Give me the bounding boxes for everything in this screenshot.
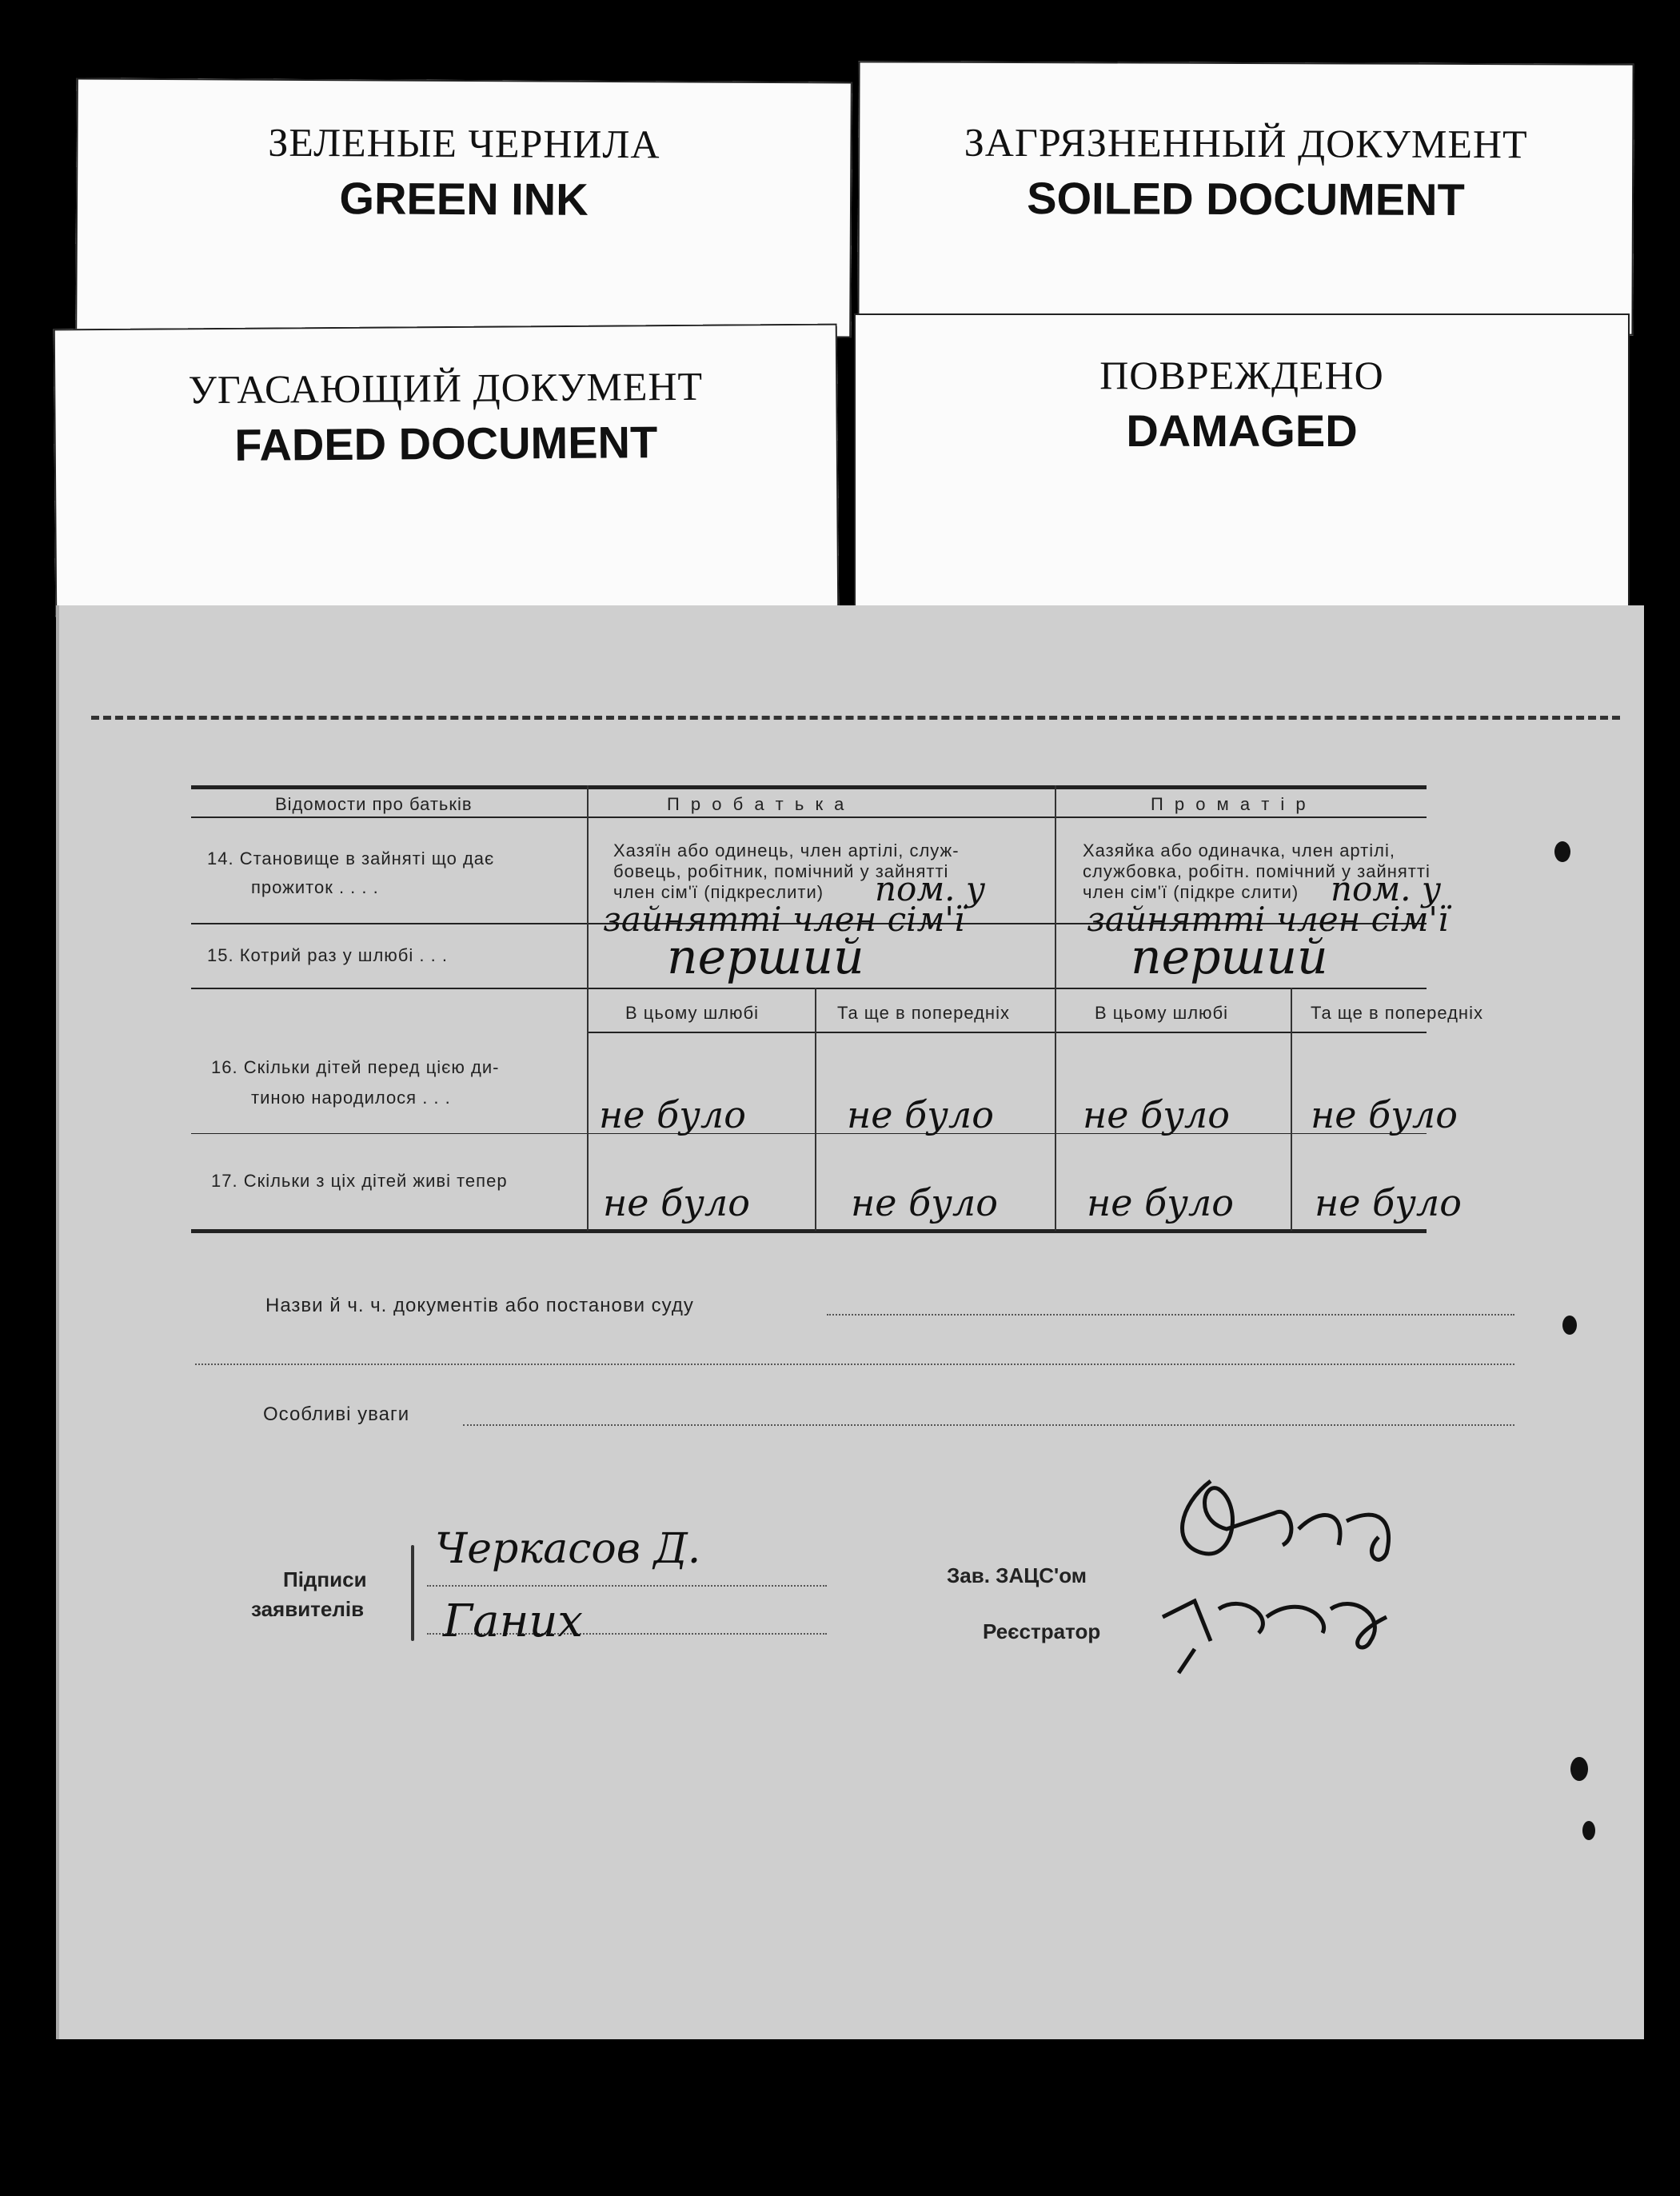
signatures-label: Підписи (283, 1567, 367, 1591)
card-en-text: FADED DOCUMENT (234, 417, 658, 470)
notes-label: Особливі уваги (263, 1403, 410, 1425)
table-rule (191, 988, 1427, 989)
header-father: П р о б а т ь к а (667, 794, 848, 814)
card-ru-text: ПОВРЕЖДЕНО (1099, 353, 1384, 397)
documents-line (827, 1314, 1514, 1316)
table-top-rule (191, 785, 1427, 789)
row17-mother-this: не було (1087, 1181, 1234, 1224)
row14-father-options: Хазяїн або одинець, член артілі, служ- (613, 840, 960, 860)
row17-father-this: не було (603, 1181, 750, 1224)
applicant-signature-2: Ганих (443, 1595, 583, 1647)
row14-father-options-3: член сім'ї (підкреслити) (613, 882, 824, 902)
official-signatures (1147, 1457, 1451, 1681)
row15-label: 15. Котрий раз у шлюбі . . . (207, 945, 448, 965)
row17-father-prev: не було (851, 1181, 998, 1224)
header-parents-info: Відомости про батьків (275, 794, 473, 814)
row15-father-handwriting: перший (667, 929, 864, 985)
card-ru-text: УГАСАЮЩИЙ ДОКУМЕНТ (188, 363, 704, 413)
card-en-text: GREEN INK (339, 173, 589, 225)
table-bottom-rule (191, 1229, 1427, 1233)
row17-mother-prev: не було (1315, 1181, 1462, 1224)
table-column-rule (1055, 785, 1056, 1231)
row17-label: 17. Скільки з ціх дітей живі тепер (211, 1171, 508, 1191)
row14-mother-options-3: член сім'ї (підкре слити) (1083, 882, 1299, 902)
stain (1570, 1757, 1588, 1781)
tear-off-dashed-line (91, 716, 1620, 720)
head-of-registry-label: Зав. ЗАЦС'ом (947, 1563, 1087, 1587)
documents-label: Назви й ч. ч. документів або постанови суду (265, 1295, 694, 1316)
table-column-rule (815, 988, 816, 1231)
row16-mother-this: не було (1083, 1093, 1230, 1136)
signatures-label-cont: заявителів (251, 1597, 365, 1621)
damaged-card (854, 313, 1630, 609)
faded-document-card (54, 324, 839, 617)
stain (1554, 841, 1570, 862)
row14-father-handwriting-2: зайнятті член сім'ї (603, 900, 965, 939)
row14-mother-handwriting: пом. у (1331, 869, 1442, 908)
row16-label: 16. Скільки дітей перед цією ди- (211, 1057, 500, 1077)
subheader-father-prev: Та ще в попередніх (837, 1003, 1010, 1023)
row14-father-options-2: бовець, робітник, помічний у зайнятті (613, 861, 949, 881)
table-column-rule (587, 785, 589, 1231)
applicant-signature-1: Черкасов Д. (435, 1525, 701, 1573)
row16-mother-prev: не було (1311, 1093, 1458, 1136)
soiled-document-card (857, 61, 1634, 335)
card-en-text: SOILED DOCUMENT (1027, 173, 1465, 225)
subheader-father-this: В цьому шлюбі (625, 1003, 760, 1023)
card-en-text: DAMAGED (1126, 405, 1358, 456)
signatures-brace (411, 1545, 414, 1641)
row14-mother-options: Хазяйка або одиначка, член артілі, (1083, 840, 1395, 860)
registration-form-sheet (56, 605, 1644, 2039)
table-column-rule (1291, 988, 1292, 1231)
table-rule (191, 1133, 1427, 1134)
notes-line (463, 1424, 1514, 1426)
subheader-mother-prev: Та ще в попередніх (1311, 1003, 1483, 1023)
row14-mother-options-2: службовка, робітн. помічний у зайнятті (1083, 861, 1431, 881)
header-mother: П р о м а т і р (1151, 794, 1309, 814)
registrar-label: Реєстратор (983, 1619, 1101, 1643)
documents-line-2 (195, 1364, 1514, 1365)
row14-father-handwriting: пом. у (875, 869, 986, 908)
row16-father-this: не було (599, 1093, 746, 1136)
table-rule (587, 1032, 1427, 1033)
card-ru-text: ЗАГРЯЗНЕННЫЙ ДОКУМЕНТ (964, 119, 1528, 167)
stain (1582, 1821, 1595, 1840)
signature-line-1 (427, 1585, 827, 1587)
subheader-mother-this: В цьому шлюбі (1095, 1003, 1229, 1023)
row15-mother-handwriting: перший (1131, 929, 1328, 985)
green-ink-card (75, 78, 852, 337)
row16-label-cont: тиною народилося . . . (251, 1088, 451, 1108)
row16-father-prev: не було (847, 1093, 994, 1136)
stain (1562, 1316, 1577, 1335)
row14-label-cont: прожиток . . . . (251, 877, 379, 897)
row14-mother-handwriting-2: зайнятті член сім'ї (1087, 900, 1449, 939)
row14-label: 14. Становище в зайняті що дає (207, 848, 495, 868)
card-ru-text: ЗЕЛЕНЫЕ ЧЕРНИЛА (268, 119, 660, 167)
table-rule (191, 817, 1427, 818)
